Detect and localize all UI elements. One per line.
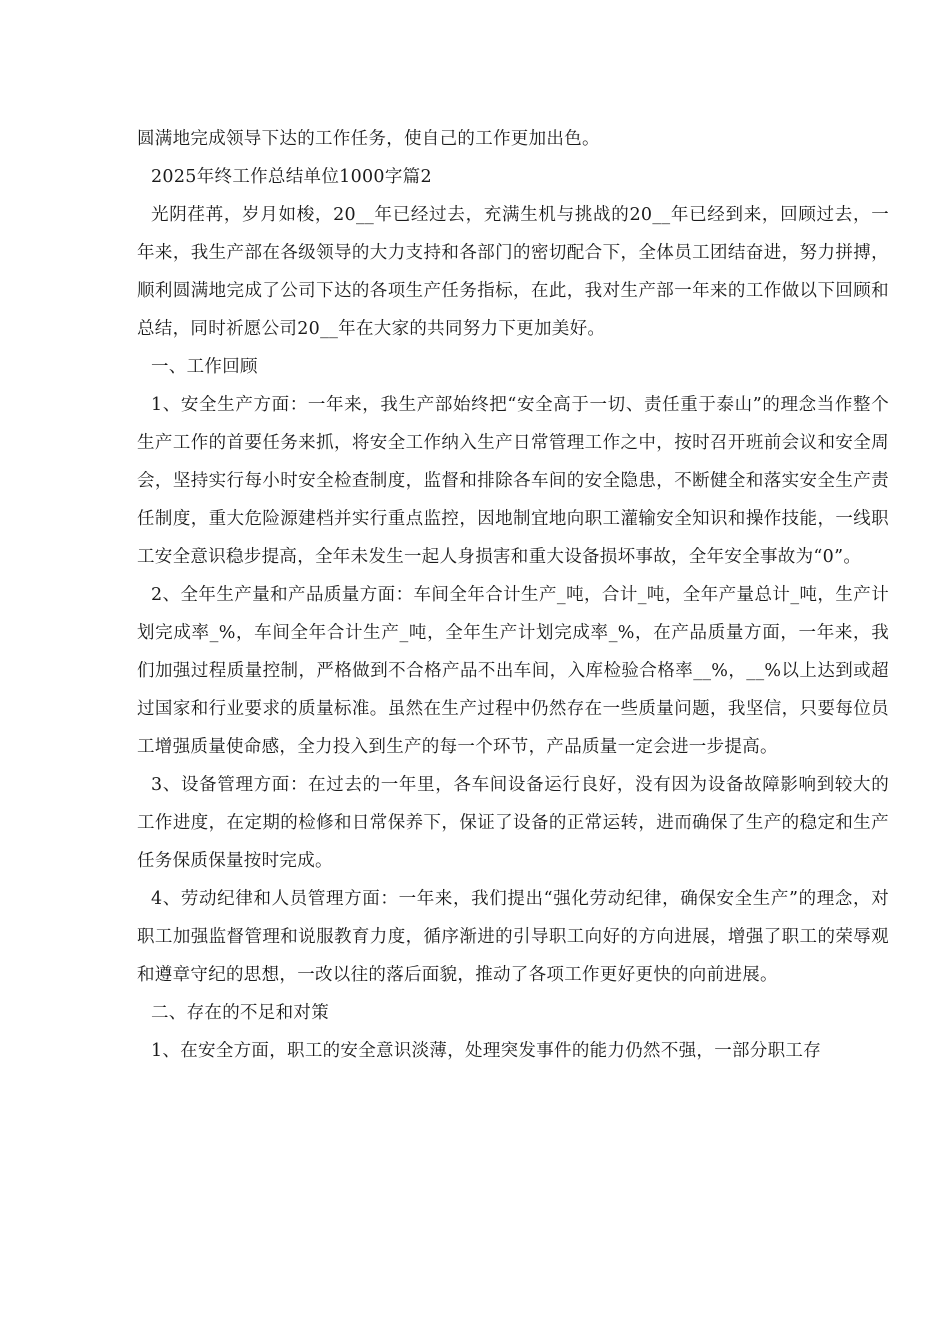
document-page — [137, 120, 889, 1070]
paragraph-discipline: 4、劳动纪律和人员管理方面：一年来，我们提出“强化劳动纪律，确保安全生产”的理念，对职工加强监督管理和说服教育力度，循序渐进的引导职工向好的方向进展，增强了职工的荣辱观和遵章守纪的思想，一改以往的落后面貌，推动了各项工作更好更快的向前进展。 — [137, 889, 889, 985]
paragraph-safety-shortcoming: 1、在安全方面，职工的安全意识淡薄，处理突发事件的能力仍然不强，一部分职工存 — [151, 1041, 822, 1061]
heading-shortcomings: 二、存在的不足和对策 — [151, 1003, 329, 1023]
paragraph-safety: 1、安全生产方面：一年来，我生产部始终把“安全高于一切、责任重于泰山”的理念当作整个生产工作的首要任务来抓，将安全工作纳入生产日常管理工作之中，按时召开班前会议和安全周会，坚持实行每小时安全检查制度，监督和排除各车间的安全隐患，不断健全和落实安全生产责任制度，重大危险源建档并实行重点监控，因地制宜地向职工灌输安全知识和操作技能，一线职工安全意识稳步提高，全年未发生一起人身损害和重大设备损坏事故，全年安全事故为“0”。 — [137, 395, 889, 567]
paragraph-equipment: 3、设备管理方面：在过去的一年里，各车间设备运行良好，没有因为设备故障影响到较大的工作进度，在定期的检修和日常保养下，保证了设备的正常运转，进而确保了生产的稳定和生产任务保质保量按时完成。 — [137, 775, 889, 871]
heading-work-review: 一、工作回顾 — [151, 357, 258, 377]
section-title: 2025年终工作总结单位1000字篇2 — [151, 167, 432, 187]
paragraph-continuation: 圆满地完成领导下达的工作任务，使自己的工作更加出色。 — [137, 129, 600, 149]
paragraph-output-quality: 2、全年生产量和产品质量方面：车间全年合计生产_吨，合计_吨，全年产量总计_吨，生产计划完成率_%，车间全年合计生产_吨，全年生产计划完成率_%，在产品质量方面，一年来，我们加强过程质量控制，严格做到不合格产品不出车间，入库检验合格率__%，__%以上达到或超过国家和行业要求的质量标准。虽然在生产过程中仍然存在一些质量问题，我坚信，只要每位员工增强质量使命感，全力投入到生产的每一个环节，产品质量一定会进一步提高。 — [137, 585, 889, 757]
paragraph-intro: 光阴荏苒，岁月如梭，20__年已经过去，充满生机与挑战的20__年已经到来，回顾过去，一年来，我生产部在各级领导的大力支持和各部门的密切配合下，全体员工团结奋进，努力拼搏，顺利圆满地完成了公司下达的各项生产任务指标，在此，我对生产部一年来的工作做以下回顾和总结，同时祈愿公司20__年在大家的共同努力下更加美好。 — [137, 205, 889, 339]
